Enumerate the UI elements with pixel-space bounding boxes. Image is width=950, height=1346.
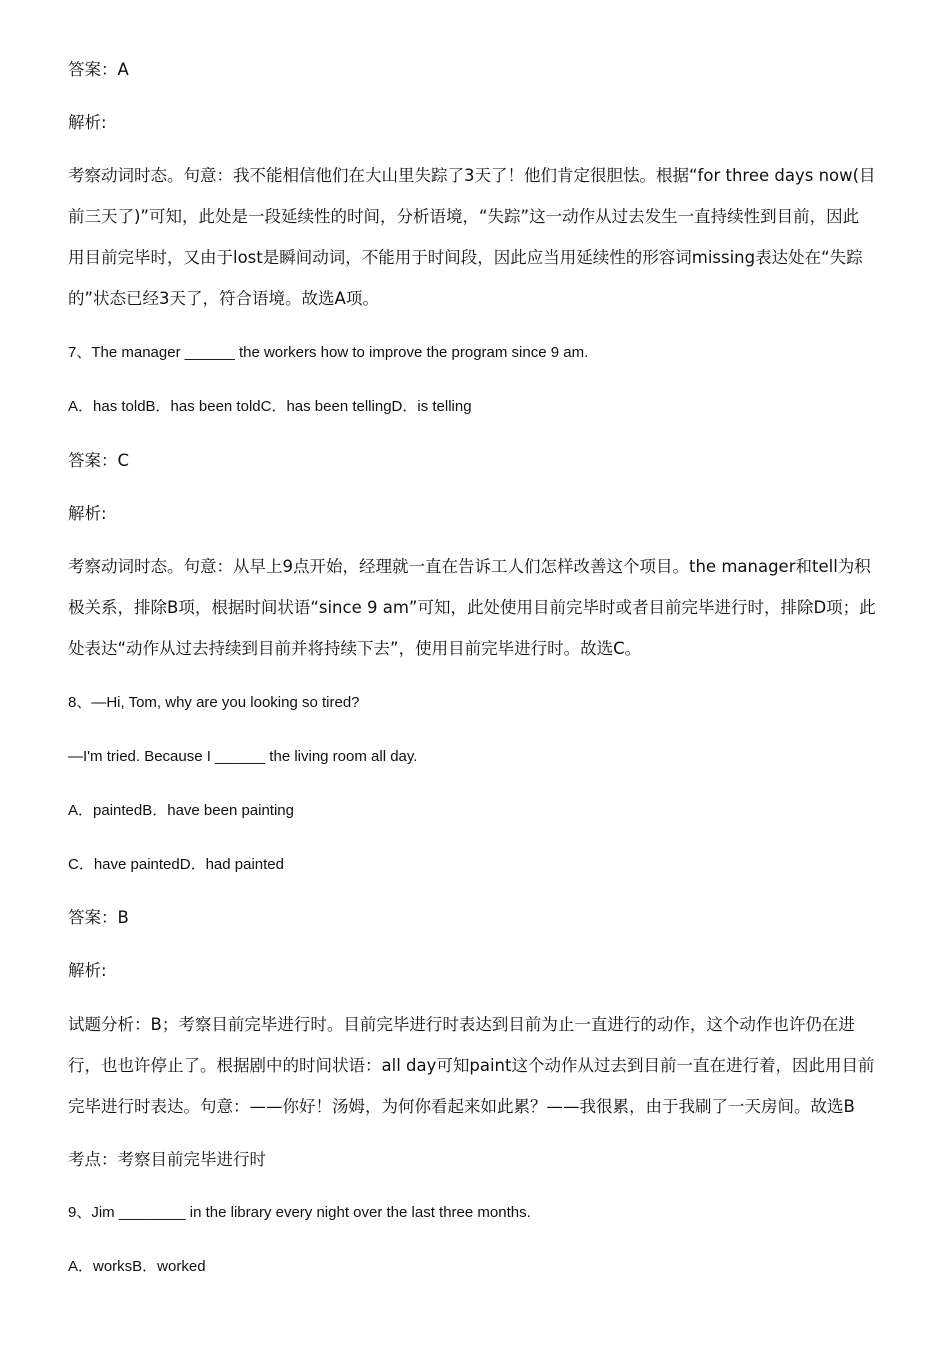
answer-line: 答案：B <box>68 908 129 927</box>
question-8-options: A．paintedB．have been painting <box>68 802 294 819</box>
answer-line: 答案：A <box>68 60 129 79</box>
question-9-options: A．worksB．worked <box>68 1258 206 1275</box>
key-point-line: 考点：考察目前完毕进行时 <box>68 1150 266 1169</box>
analysis-text-line: 考察动词时态。句意：从早上9点开始，经理就一直在告诉工人们怎样改善这个项目。the manager和tell为积 <box>68 557 871 576</box>
analysis-label: 解析: <box>68 113 107 132</box>
analysis-text-line: 处表达“动作从过去持续到目前并将持续下去”，使用目前完毕进行时。故选C。 <box>68 639 642 658</box>
analysis-text-line: 考察动词时态。句意：我不能相信他们在大山里失踪了3天了！他们肯定很胆怯。根据“for three days now(目 <box>68 166 876 185</box>
question-7-options: A．has toldB．has been toldC．has been tellingD．is telling <box>68 398 472 415</box>
analysis-text-line: 极关系，排除B项，根据时间状语“since 9 am”可知，此处使用目前完毕时或者目前完毕进行时，排除D项；此 <box>68 598 876 617</box>
analysis-text-line: 行，也也许停止了。根据剧中的时间状语：all day可知paint这个动作从过去到目前一直在进行着，因此用目前 <box>68 1056 875 1075</box>
question-8-options: C．have paintedD．had painted <box>68 856 284 873</box>
analysis-label: 解析: <box>68 961 107 980</box>
question-7: 7、The manager ______ the workers how to improve the program since 9 am. <box>68 344 589 361</box>
analysis-text-line: 的”状态已经3天了，符合语境。故选A项。 <box>68 289 379 308</box>
analysis-text-line: 完毕进行时表达。句意：——你好！汤姆，为何你看起来如此累？——我很累，由于我刷了一天房间。故选B <box>68 1097 855 1116</box>
analysis-text-line: 试题分析：B；考察目前完毕进行时。目前完毕进行时表达到目前为止一直进行的动作，这个动作也许仍在进 <box>68 1015 855 1034</box>
analysis-text-line: 前三天了)”可知，此处是一段延续性的时间，分析语境，“失踪”这一动作从过去发生一直持续性到目前，因此 <box>68 207 860 226</box>
question-9: 9、Jim ________ in the library every night over the last three months. <box>68 1204 531 1221</box>
analysis-label: 解析: <box>68 504 107 523</box>
question-8: 8、—Hi, Tom, why are you looking so tired? <box>68 694 360 711</box>
answer-line: 答案：C <box>68 451 130 470</box>
question-8-dialogue: —I'm tried. Because I ______ the living room all day. <box>68 748 418 765</box>
analysis-text-line: 用目前完毕时，又由于lost是瞬间动词，不能用于时间段，因此应当用延续性的形容词missing表达处在“失踪 <box>68 248 863 267</box>
